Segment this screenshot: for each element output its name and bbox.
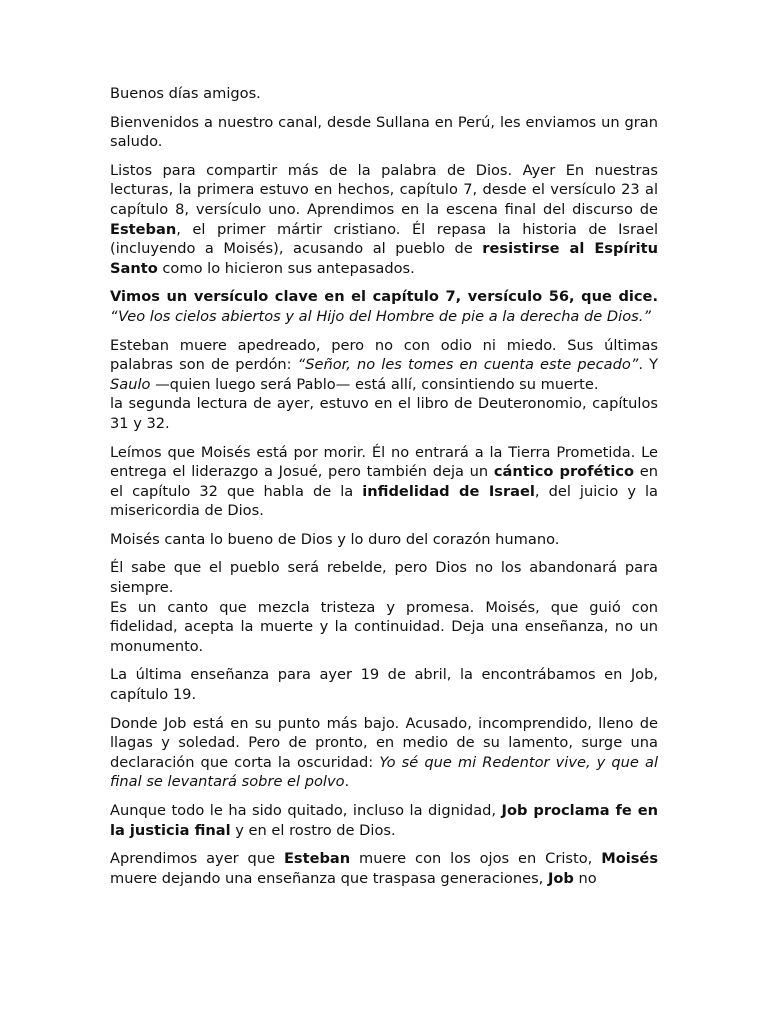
moses-text: Leímos que Moisés está por morir. Él no entrará a la Tierra Prometida. Le entrega el liderazgo a Josué, pero también deja un xyxy=(110,443,658,481)
saulo-italic: Saulo xyxy=(110,375,151,393)
readings-intro-text: Listos para compartir más de la palabra de Dios. Ayer En nuestras lecturas, la primera estuvo en hechos, capítulo 7, desde el versículo 23 al capítulo 8, versículo uno. Aprendimos en la escena final del discurso de xyxy=(110,161,658,218)
esteban-death-text: Esteban muere apedreado, pero no con odio ni miedo. Sus últimas palabras son de perdón: xyxy=(110,336,658,374)
moses-song-mix-text: Es un canto que mezcla tristeza y promesa. Moisés, que guió con fidelidad, acepta la muerte y la continuidad. Deja una enseñanza, no un monumento. xyxy=(110,598,658,655)
job-lowest-period: . xyxy=(344,773,350,791)
espiritu-santo-bold: resistirse al Espíritu Santo xyxy=(110,240,658,277)
welcome-text: Bienvenidos a nuestro canal, desde Sullana en Perú, les enviamos un gran saludo. xyxy=(110,113,658,151)
welcome-paragraph xyxy=(110,113,658,152)
job-faith-text-2: y en el rostro de Dios. xyxy=(230,821,396,839)
second-reading-text: la segunda lectura de ayer, estuvo en el libro de Deuteronomio, capítulos 31 y 32. xyxy=(110,395,658,432)
esteban-last-words-quote: “Señor, no les tomes en cuenta este pecado” xyxy=(297,356,639,374)
cantico-profetico-bold: cántico profético xyxy=(493,463,635,481)
job-faith-text: Aunque todo le ha sido quitado, incluso la dignidad, xyxy=(110,802,502,819)
esteban-death-text-3: —quien luego será Pablo— está allí, consintiendo su muerte. xyxy=(150,375,599,393)
readings-intro-text-2: , el primer mártir cristiano. Él repasa la historia de Israel (incluyendo a Moisés), acusando al pueblo de xyxy=(110,220,658,258)
job-lowest-text: Donde Job está en su punto más bajo. Acusado, incomprendido, lleno de llagas y soledad. Pero de pronto, en medio de su lamento, surge una declaración que corta la oscuridad: xyxy=(110,714,658,771)
job-intro-paragraph xyxy=(110,665,658,704)
moses-song-paragraph xyxy=(110,530,658,550)
moses-paragraph xyxy=(110,443,658,521)
moses-song-text: Moisés canta lo bueno de Dios y lo duro del corazón humano. xyxy=(110,530,560,548)
moses-knows-paragraph xyxy=(110,558,658,656)
moses-text-2: en el capítulo 32 que habla de la xyxy=(110,463,658,500)
job-proclama-bold: Job proclama fe en la justicia final xyxy=(110,802,658,839)
redentor-quote: Yo sé que mi Redentor vive, y que al final se levantará sobre el polvo xyxy=(110,753,659,791)
infidelidad-israel-bold: infidelidad de Israel xyxy=(362,482,535,500)
esteban-death-paragraph xyxy=(110,336,658,434)
moses-text-3: , del juicio y la misericordia de Dios. xyxy=(110,482,658,520)
job-intro-text: La última enseñanza para ayer 19 de abril, la encontrábamos en Job, capítulo 19. xyxy=(110,666,658,704)
document-body xyxy=(110,84,658,897)
esteban-death-text-2: . Y xyxy=(638,356,659,374)
esteban-bold: Esteban xyxy=(110,220,177,238)
readings-intro-paragraph xyxy=(110,161,658,279)
greeting-text: Buenos días amigos. xyxy=(110,85,261,102)
summary-text-4: no xyxy=(573,869,597,887)
summary-text: Aprendimos ayer que xyxy=(110,850,284,868)
job-faith-paragraph xyxy=(110,801,658,840)
key-verse-paragraph xyxy=(110,287,658,326)
summary-text-2: muere con los ojos en Cristo, xyxy=(350,850,602,868)
greeting-paragraph xyxy=(110,84,658,104)
summary-paragraph xyxy=(110,849,658,888)
moses-knows-text: Él sabe que el pueblo será rebelde, pero Dios no los abandonará para siempre. xyxy=(110,559,658,597)
job-lowest-paragraph xyxy=(110,714,658,792)
key-verse-quote: “Veo los cielos abiertos y al Hijo del Hombre de pie a la derecha de Dios.” xyxy=(110,307,651,325)
summary-text-3: muere dejando una enseñanza que traspasa generaciones, xyxy=(110,869,548,887)
summary-moises-bold: Moisés xyxy=(601,850,659,868)
summary-esteban-bold: Esteban xyxy=(283,850,351,868)
key-verse-bold: Vimos un versículo clave en el capítulo 7, versículo 56, que dice. xyxy=(110,288,658,306)
summary-job-bold: Job xyxy=(547,869,574,887)
readings-intro-text-3: como lo hicieron sus antepasados. xyxy=(157,259,415,277)
